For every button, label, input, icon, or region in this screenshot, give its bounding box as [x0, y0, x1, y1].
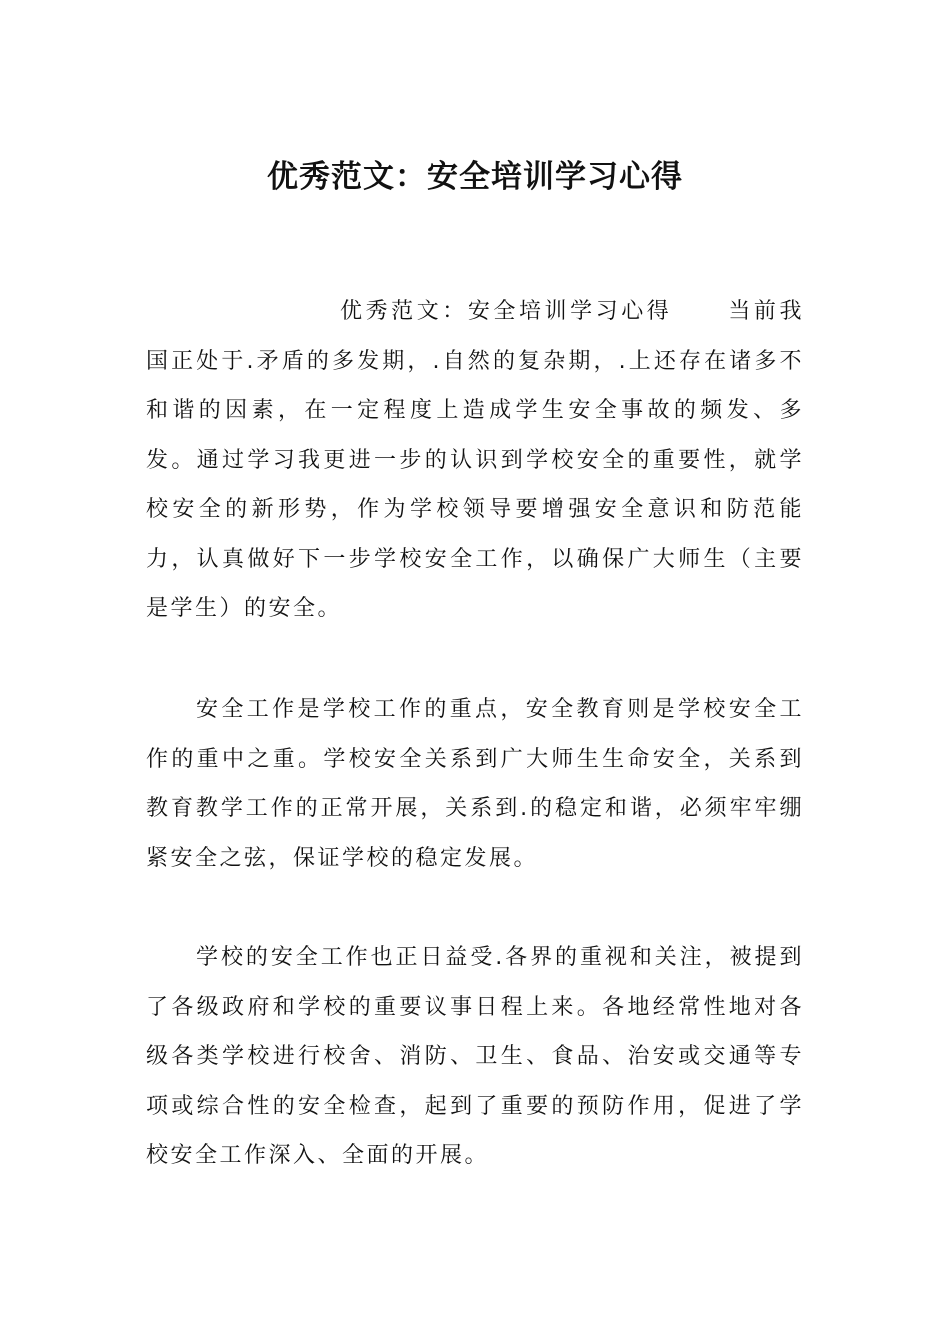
paragraph-1 — [146, 287, 804, 634]
document-title: 优秀范文：安全培训学习心得 — [267, 159, 683, 195]
paragraph-1-text: 当前我国正处于.矛盾的多发期，.自然的复杂期，.上还存在诸多不和谐的因素，在一定程度上造成学生安全事故的频发、多发。通过学习我更进一步的认识到学校安全的重要性，就学校安全的新形势，作为学校领导要增强安全意识和防范能力，认真做好下一步学校安全工作，以确保广大师生（主要是学生）的安全。 — [146, 299, 804, 621]
paragraph-2: 安全工作是学校工作的重点，安全教育则是学校安全工作的重中之重。学校安全关系到广大师生生命安全，关系到教育教学工作的正常开展，关系到.的稳定和谐，必须牢牢绷紧安全之弦，保证学校的稳定发展。 — [146, 697, 804, 871]
paragraph-1-lead: 优秀范文：安全培训学习心得 — [340, 299, 673, 324]
paragraph-3: 学校的安全工作也正日益受.各界的重视和关注，被提到了各级政府和学校的重要议事日程上来。各地经常性地对各级各类学校进行校舍、消防、卫生、食品、治安或交通等专项或综合性的安全检查，起到了重要的预防作用，促进了学校安全工作深入、全面的开展。 — [146, 945, 804, 1168]
